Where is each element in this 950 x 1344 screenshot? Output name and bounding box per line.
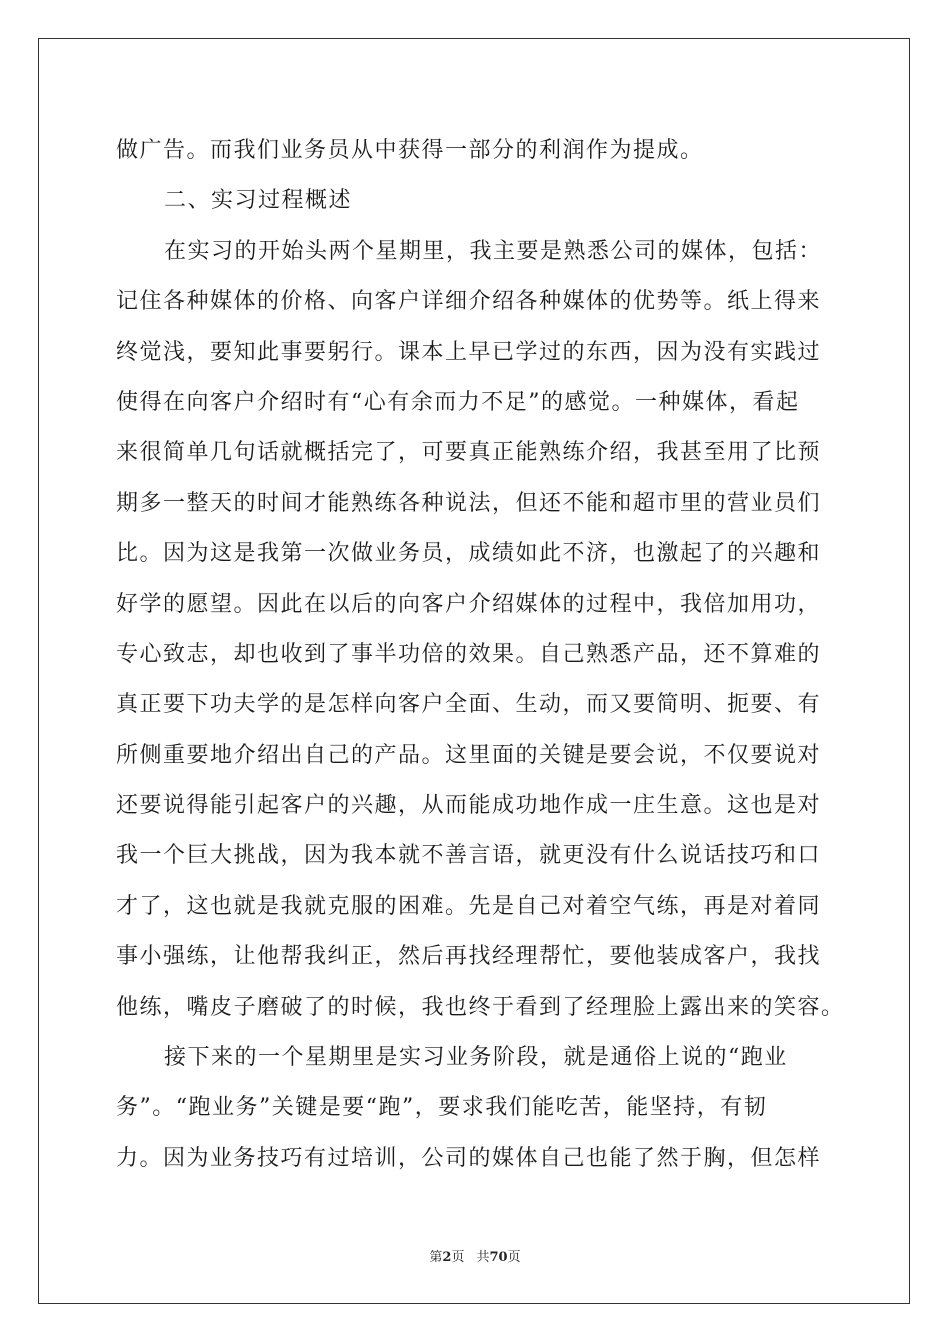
page-footer xyxy=(0,1246,950,1265)
page-current: 2 xyxy=(442,1250,452,1265)
paragraph-line: 记住各种媒体的价格、向客户详细介绍各种媒体的优势等。纸上得来 xyxy=(116,289,822,315)
paragraph-line: 好学的愿望。因此在以后的向客户介绍媒体的过程中，我倍加用功， xyxy=(116,591,822,617)
paragraph-line: 使得在向客户介绍时有“心有余而力不足”的感觉。一种媒体，看起 xyxy=(116,389,800,415)
section-heading: 二、实习过程概述 xyxy=(164,188,353,214)
paragraph-line: 做广告。而我们业务员从中获得一部分的利润作为提成。 xyxy=(116,138,704,163)
paragraph-line: 在实习的开始头两个星期里，我主要是熟悉公司的媒体，包括： xyxy=(164,238,823,264)
paragraph-line: 真正要下功夫学的是怎样向客户全面、生动，而又要简明、扼要、有 xyxy=(116,692,822,718)
paragraph-line: 期多一整天的时间才能熟练各种说法，但还不能和超市里的营业员们 xyxy=(116,490,822,516)
page-prefix: 第 xyxy=(429,1250,443,1265)
total-prefix: 共 xyxy=(476,1250,490,1265)
paragraph-line: 来很简单几句话就概括完了，可要真正能熟练介绍，我甚至用了比预 xyxy=(116,440,822,466)
paragraph-line: 务”。“跑业务”关键是要“跑”，要求我们能吃苦，能坚持，有韧 xyxy=(116,1095,768,1121)
paragraph-line: 我一个巨大挑战，因为我本就不善言语，就更没有什么说话技巧和口 xyxy=(116,843,822,869)
paragraph-line: 终觉浅，要知此事要躬行。课本上早已学过的东西，因为没有实践过 xyxy=(116,339,822,365)
page-total: 70 xyxy=(489,1250,508,1265)
paragraph-line: 才了，这也就是我就克服的困难。先是自己对着空气练，再是对着同 xyxy=(116,893,822,919)
paragraph-line: 他练，嘴皮子磨破了的时候，我也终于看到了经理脸上露出来的笑容。 xyxy=(116,994,845,1020)
paragraph-line: 专心致志，却也收到了事半功倍的效果。自己熟悉产品，还不算难的 xyxy=(116,641,822,667)
paragraph-line: 接下来的一个星期里是实习业务阶段，就是通俗上说的“跑业 xyxy=(164,1045,788,1071)
paragraph-line: 还要说得能引起客户的兴趣，从而能成功地作成一庄生意。这也是对 xyxy=(116,793,822,819)
document-body xyxy=(116,126,845,1184)
paragraph-line: 比。因为这是我第一次做业务员，成绩如此不济，也激起了的兴趣和 xyxy=(116,541,822,567)
paragraph-line: 力。因为业务技巧有过培训，公司的媒体自己也能了然于胸，但怎样 xyxy=(116,1145,822,1171)
page-suffix: 页 xyxy=(451,1250,465,1265)
total-suffix: 页 xyxy=(507,1250,521,1265)
paragraph-line: 所侧重要地介绍出自己的产品。这里面的关键是要会说，不仅要说对 xyxy=(116,742,822,768)
paragraph-line: 事小强练，让他帮我纠正，然后再找经理帮忙，要他装成客户，我找 xyxy=(116,944,822,970)
